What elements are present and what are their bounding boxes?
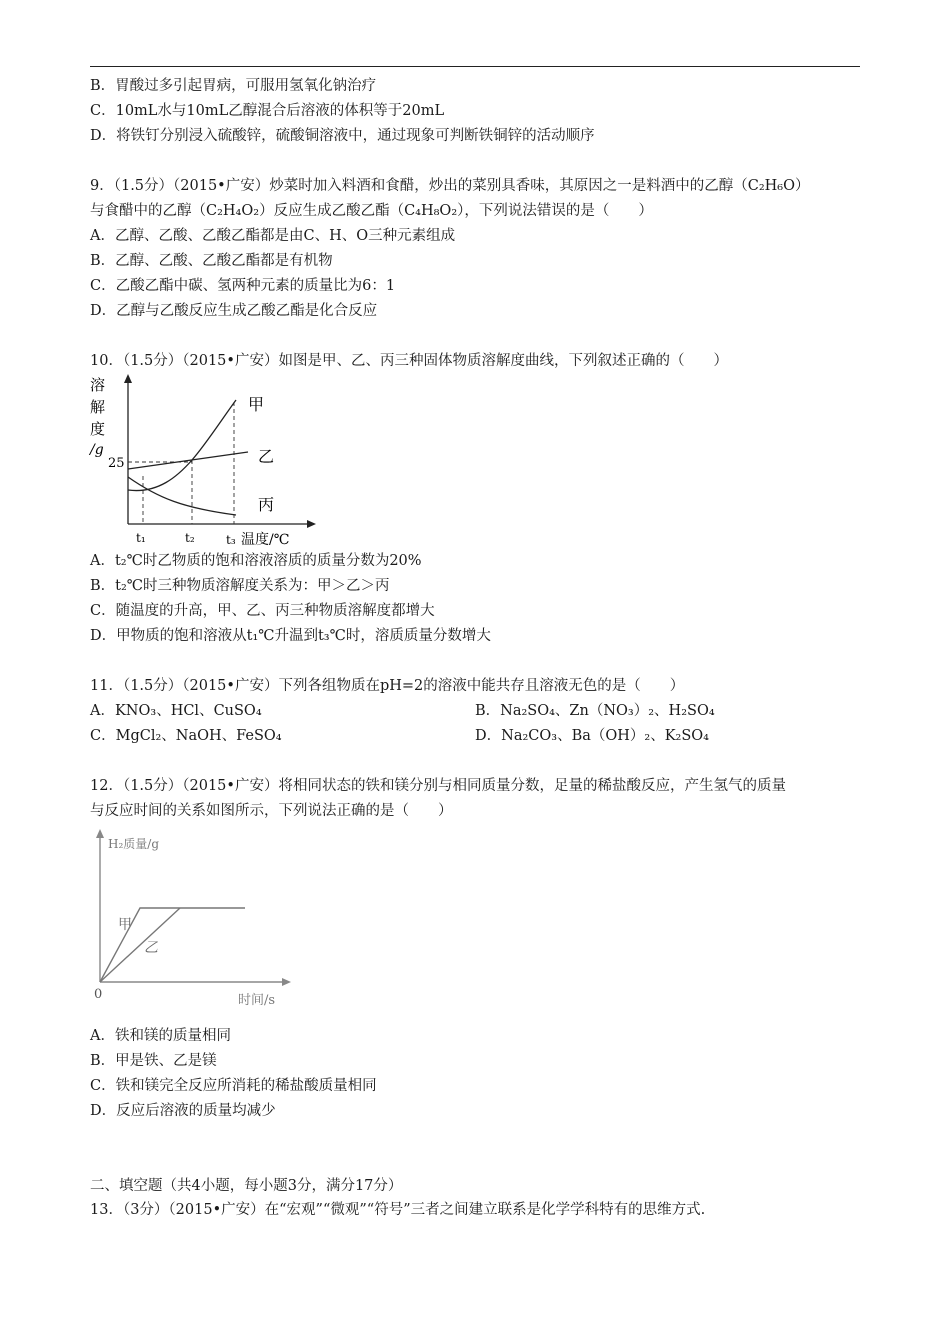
ylabel-char-2: 解 (90, 398, 106, 416)
q12-option-d: D．反应后溶液的质量均减少 (90, 1103, 276, 1119)
ylabel-char-3: 度 (90, 420, 106, 438)
label-yi: 乙 (144, 940, 158, 956)
q8-option-d: D．将铁钉分别浸入硫酸锌，硫酸铜溶液中，通过现象可判断铁铜锌的活动顺序 (90, 128, 595, 144)
label-yi: 乙 (258, 447, 275, 466)
curve-bing (128, 477, 236, 515)
q9-stem-line2: 与食醋中的乙醇（C₂H₄O₂）反应生成乙酸乙酯（C₄H₈O₂），下列说法错误的是（ ） (90, 203, 653, 219)
x-axis-label: 时间/s (238, 993, 276, 1008)
q8-option-b: B．胃酸过多引起胃病，可服用氢氧化钠治疗 (90, 78, 377, 94)
x-axis-arrow (307, 520, 316, 528)
x-tick-t3: t₃ (226, 533, 236, 547)
header-rule (90, 66, 860, 67)
y-axis-arrow (96, 829, 104, 838)
q9-option-a: A．乙醇、乙酸、乙酸乙酯都是由C、H、O三种元素组成 (90, 228, 456, 244)
q11-option-d: D．Na₂CO₃、Ba（OH）₂、K₂SO₄ (475, 728, 709, 744)
q13-stem: 13．（3分）（2015•广安）在“宏观”“微观”“符号”三者之间建立联系是化学学科特有的思维方式. (90, 1202, 706, 1218)
q9-option-c: C．乙酸乙酯中碳、氢两种元素的质量比为6：1 (90, 278, 396, 294)
q9-option-b: B．乙醇、乙酸、乙酸乙酯都是有机物 (90, 253, 333, 269)
y-axis-arrow (124, 374, 132, 383)
label-jia: 甲 (118, 917, 132, 933)
q12-option-c: C．铁和镁完全反应所消耗的稀盐酸质量相同 (90, 1078, 377, 1094)
y-axis-label: H₂质量/g (108, 837, 160, 851)
x-axis-arrow (282, 978, 291, 986)
ylabel-char-1: 溶 (90, 376, 106, 394)
section2-heading: 二、填空题（共4小题，每小题3分，满分17分） (90, 1178, 403, 1194)
q10-option-a: A．t₂℃时乙物质的饱和溶液溶质的质量分数为20% (90, 553, 422, 569)
curve-yi (100, 908, 180, 982)
q10-option-c: C．随温度的升高，甲、乙、丙三种物质溶解度都增大 (90, 603, 435, 619)
q10-option-b: B．t₂℃时三种物质溶解度关系为：甲＞乙＞丙 (90, 578, 390, 594)
label-jia: 甲 (248, 395, 265, 414)
label-bing: 丙 (258, 495, 275, 514)
q11-option-a: A．KNO₃、HCl、CuSO₄ (90, 703, 262, 719)
q8-option-c: C．10mL水与10mL乙醇混合后溶液的体积等于20mL (90, 103, 445, 119)
q11-option-c: C．MgCl₂、NaOH、FeSO₄ (90, 728, 282, 744)
q12-hydrogen-figure (88, 826, 298, 1008)
origin-label: 0 (94, 987, 103, 1002)
q10-solubility-svg (88, 372, 328, 550)
curve-yi (128, 452, 248, 469)
q12-option-a: A．铁和镁的质量相同 (90, 1028, 231, 1044)
x-tick-t1: t₁ (136, 531, 146, 545)
q9-option-d: D．乙醇与乙酸反应生成乙酸乙酯是化合反应 (90, 303, 378, 319)
x-tick-t2: t₂ (185, 531, 195, 545)
ylabel-unit: /g (90, 442, 104, 458)
q12-stem-line1: 12．（1.5分）（2015•广安）将相同状态的铁和镁分别与相同质量分数，足量的稀盐酸反应，产生氢气的质量 (90, 778, 786, 794)
q11-option-b: B．Na₂SO₄、Zn（NO₃）₂、H₂SO₄ (475, 703, 715, 719)
curve-jia (128, 400, 236, 491)
q12-option-b: B．甲是铁、乙是镁 (90, 1053, 217, 1069)
q11-stem: 11．（1.5分）（2015•广安）下列各组物质在pH=2的溶液中能共存且溶液无色的是（ ） (90, 678, 685, 694)
q10-solubility-figure (88, 372, 328, 550)
x-axis-label: 温度/℃ (241, 532, 290, 548)
q10-stem: 10．（1.5分）（2015•广安）如图是甲、乙、丙三种固体物质溶解度曲线，下列叙述正确的（ ） (90, 353, 728, 369)
y-value-25: 25 (108, 456, 125, 471)
q12-hydrogen-svg (88, 826, 298, 1008)
q12-stem-line2: 与反应时间的关系如图所示，下列说法正确的是（ ） (90, 803, 453, 819)
q9-stem-line1: 9．（1.5分）（2015•广安）炒菜时加入料酒和食醋，炒出的菜别具香味，其原因之一是料酒中的乙醇（C₂H₆O） (90, 178, 810, 194)
q10-option-d: D．甲物质的饱和溶液从t₁℃升温到t₃℃时，溶质质量分数增大 (90, 628, 491, 644)
